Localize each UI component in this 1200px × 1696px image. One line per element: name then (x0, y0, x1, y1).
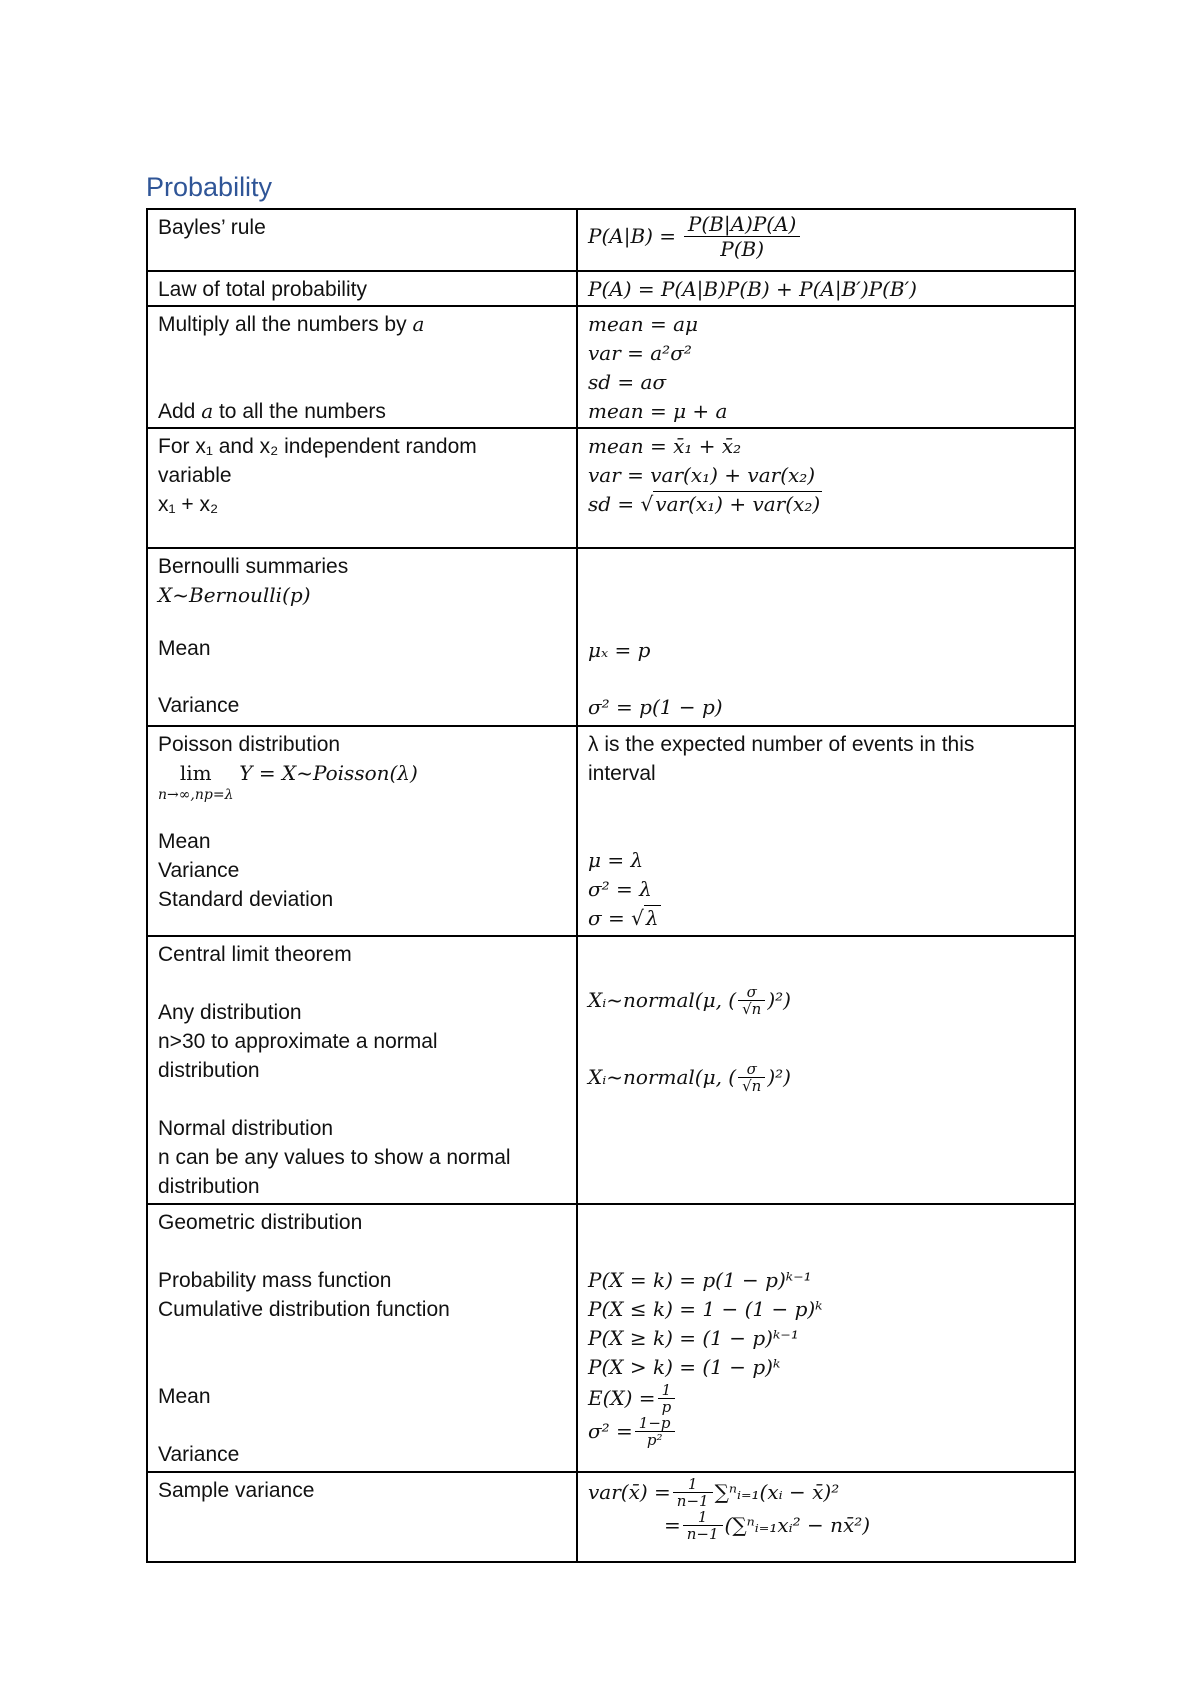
independent-sd-pre: sd = (588, 492, 641, 516)
independent-var: var = var(x₁) + var(x₂) (588, 463, 816, 487)
bernoulli-variance-label: Variance (158, 694, 240, 717)
geometric-label: Geometric distribution (158, 1211, 363, 1234)
clt-fraction-num: σ (746, 1060, 757, 1078)
clt-normal-label: Normal distribution (158, 1117, 334, 1140)
geometric-cdf2: P(X ≥ k) = (1 − p)ᵏ⁻¹ (588, 1326, 799, 1350)
add-mean: mean = μ + a (588, 399, 728, 423)
clt-fraction (738, 1061, 765, 1094)
bernoulli-label: Bernoulli summaries (158, 555, 349, 578)
table-row (147, 271, 1075, 306)
limit-word: lim (179, 761, 212, 785)
clt-formula-pre: Xᵢ~normal(μ, ( (588, 1065, 737, 1089)
sample-variance-label: Sample variance (158, 1479, 315, 1502)
poisson-variance: σ² = λ (588, 877, 652, 901)
table-row (147, 1204, 1075, 1472)
clt-label: Central limit theorem (158, 943, 352, 966)
geometric-var-den: p² (635, 1431, 675, 1448)
sqrt-icon: √ (640, 492, 654, 516)
total-prob-formula: P(A) = P(A|B)P(B) + P(A|B′)P(B′) (588, 277, 917, 301)
clt-fraction-den: √n (738, 1077, 765, 1094)
sample-variance-label-cell (147, 1472, 577, 1562)
independent-formula-cell (577, 428, 1075, 548)
clt-anyn-line2: distribution (158, 1175, 260, 1198)
clt-fraction-num: σ (746, 983, 757, 1001)
poisson-note-line1: λ is the expected number of events in this (588, 733, 975, 756)
bayes-fraction (684, 212, 800, 261)
geometric-formula-cell (577, 1204, 1075, 1472)
geometric-variance-label: Variance (158, 1443, 240, 1466)
geometric-cdf3: P(X > k) = (1 − p)ᵏ (588, 1355, 781, 1379)
limit-subscript: n→∞,np=λ (158, 787, 234, 803)
sample-variance-fraction (673, 1476, 713, 1509)
table-row (147, 1472, 1075, 1562)
clt-fraction (738, 984, 765, 1017)
bayes-lhs: P(A|B) = (588, 224, 677, 248)
sample-variance-frac-den: n−1 (673, 1492, 713, 1509)
bayes-denominator: P(B) (684, 236, 800, 261)
bayes-label: Bayles’ rule (158, 216, 266, 239)
poisson-sd-label: Standard deviation (158, 888, 334, 911)
geometric-mean-den: p (658, 1398, 676, 1415)
geometric-label-cell (147, 1204, 577, 1472)
clt-formula-any (588, 984, 1064, 1017)
geometric-variance (588, 1415, 1064, 1448)
poisson-mean: μ = λ (588, 848, 644, 872)
poisson-limit (158, 759, 566, 803)
sample-variance-frac-num: 1 (697, 1508, 708, 1526)
geometric-mean (588, 1382, 1064, 1415)
sample-variance-line2-post: (∑ⁿᵢ₌₁xᵢ² − nx̄²) (724, 1513, 871, 1537)
poisson-variance-label: Variance (158, 859, 240, 882)
multiply-formula-cell (577, 306, 1075, 428)
poisson-label: Poisson distribution (158, 733, 341, 756)
table-row (147, 726, 1075, 936)
bayes-label-cell (147, 209, 577, 271)
formula-table (146, 208, 1076, 1563)
poisson-label-cell (147, 726, 577, 936)
add-label-post: to all the numbers (213, 400, 386, 423)
poisson-sd (588, 904, 1064, 933)
clt-anyn-line1: n can be any values to show a normal (158, 1146, 511, 1169)
geometric-mean-fraction (658, 1382, 676, 1415)
independent-label-cell (147, 428, 577, 548)
multiply-var-formula: var = a²σ² (588, 341, 692, 365)
sample-variance-fraction (683, 1509, 723, 1542)
bernoulli-formula-cell (577, 548, 1075, 726)
table-row (147, 428, 1075, 548)
independent-label-line3: x₁ + x₂ (158, 493, 219, 516)
geometric-var-num: 1−p (638, 1414, 671, 1432)
bernoulli-mean-label: Mean (158, 637, 211, 660)
limit-operator (158, 759, 233, 803)
geometric-var-fraction (635, 1415, 675, 1448)
multiply-label: Multiply all the numbers by (158, 313, 413, 336)
clt-n30-line2: distribution (158, 1059, 260, 1082)
geometric-mean-num: 1 (661, 1381, 672, 1399)
total-prob-formula-cell (577, 271, 1075, 306)
sqrt-icon: √ (631, 906, 644, 930)
bernoulli-dist: X~Bernoulli(p) (158, 583, 311, 607)
page-title: Probability (146, 172, 273, 202)
add-label-pre: Add (158, 400, 202, 423)
bayes-numerator: P(B|A)P(A) (687, 212, 797, 236)
multiply-label-cell (147, 306, 577, 428)
bernoulli-mean: μₓ = p (588, 638, 651, 662)
geometric-pmf-label: Probability mass function (158, 1269, 392, 1292)
poisson-formula-cell (577, 726, 1075, 936)
clt-formula-normal (588, 1061, 1064, 1094)
bernoulli-label-cell (147, 548, 577, 726)
table-row (147, 936, 1075, 1204)
sample-variance-line1 (588, 1476, 1064, 1509)
bayes-formula-cell (577, 209, 1075, 271)
sample-variance-pre: var(x̄) = (588, 1480, 671, 1504)
geometric-mean-label: Mean (158, 1385, 211, 1408)
sample-variance-sum: ∑ⁿᵢ₌₁(xᵢ − x̄)² (714, 1480, 840, 1504)
geometric-pmf: P(X = k) = p(1 − p)ᵏ⁻¹ (588, 1268, 812, 1292)
clt-formula-cell (577, 936, 1075, 1204)
sample-variance-line2 (588, 1509, 1064, 1542)
independent-sd-radicand: var(x₁) + var(x₂) (655, 492, 821, 516)
poisson-limit-expr: Y = X~Poisson(λ) (239, 761, 418, 785)
poisson-sd-pre: σ = (588, 906, 632, 930)
bernoulli-variance: σ² = p(1 − p) (588, 695, 723, 719)
clt-any-label: Any distribution (158, 1001, 302, 1024)
multiply-var: a (412, 312, 425, 336)
geometric-cdf1: P(X ≤ k) = 1 − (1 − p)ᵏ (588, 1297, 823, 1321)
total-prob-label-cell (147, 271, 577, 306)
clt-formula-pre: Xᵢ~normal(μ, ( (588, 988, 737, 1012)
sample-variance-frac-den: n−1 (683, 1525, 723, 1542)
sample-variance-formula-cell (577, 1472, 1075, 1562)
independent-sd (588, 490, 1064, 519)
clt-n30-line1: n>30 to approximate a normal (158, 1030, 438, 1053)
total-prob-label: Law of total probability (158, 278, 367, 301)
sample-variance-frac-num: 1 (687, 1475, 698, 1493)
clt-label-cell (147, 936, 577, 1204)
table-row (147, 209, 1075, 271)
independent-label-line1: For x₁ and x₂ independent random (158, 435, 477, 458)
poisson-sd-radicand: λ (645, 906, 659, 930)
geometric-mean-pre: E(X) = (588, 1386, 656, 1410)
multiply-sd: sd = aσ (588, 370, 667, 394)
clt-fraction-den: √n (738, 1000, 765, 1017)
clt-formula-post: )²) (767, 1065, 791, 1089)
independent-mean: mean = x̄₁ + x̄₂ (588, 434, 742, 458)
independent-label-line2: variable (158, 464, 232, 487)
multiply-mean: mean = aμ (588, 312, 698, 336)
poisson-mean-label: Mean (158, 830, 211, 853)
geometric-var-pre: σ² = (588, 1419, 633, 1443)
poisson-note-line2: interval (588, 762, 656, 785)
sample-variance-line2-pre: = (664, 1513, 681, 1537)
geometric-cdf-label: Cumulative distribution function (158, 1298, 450, 1321)
add-var: a (201, 399, 214, 423)
table-row (147, 548, 1075, 726)
clt-formula-post: )²) (767, 988, 791, 1012)
table-row (147, 306, 1075, 428)
